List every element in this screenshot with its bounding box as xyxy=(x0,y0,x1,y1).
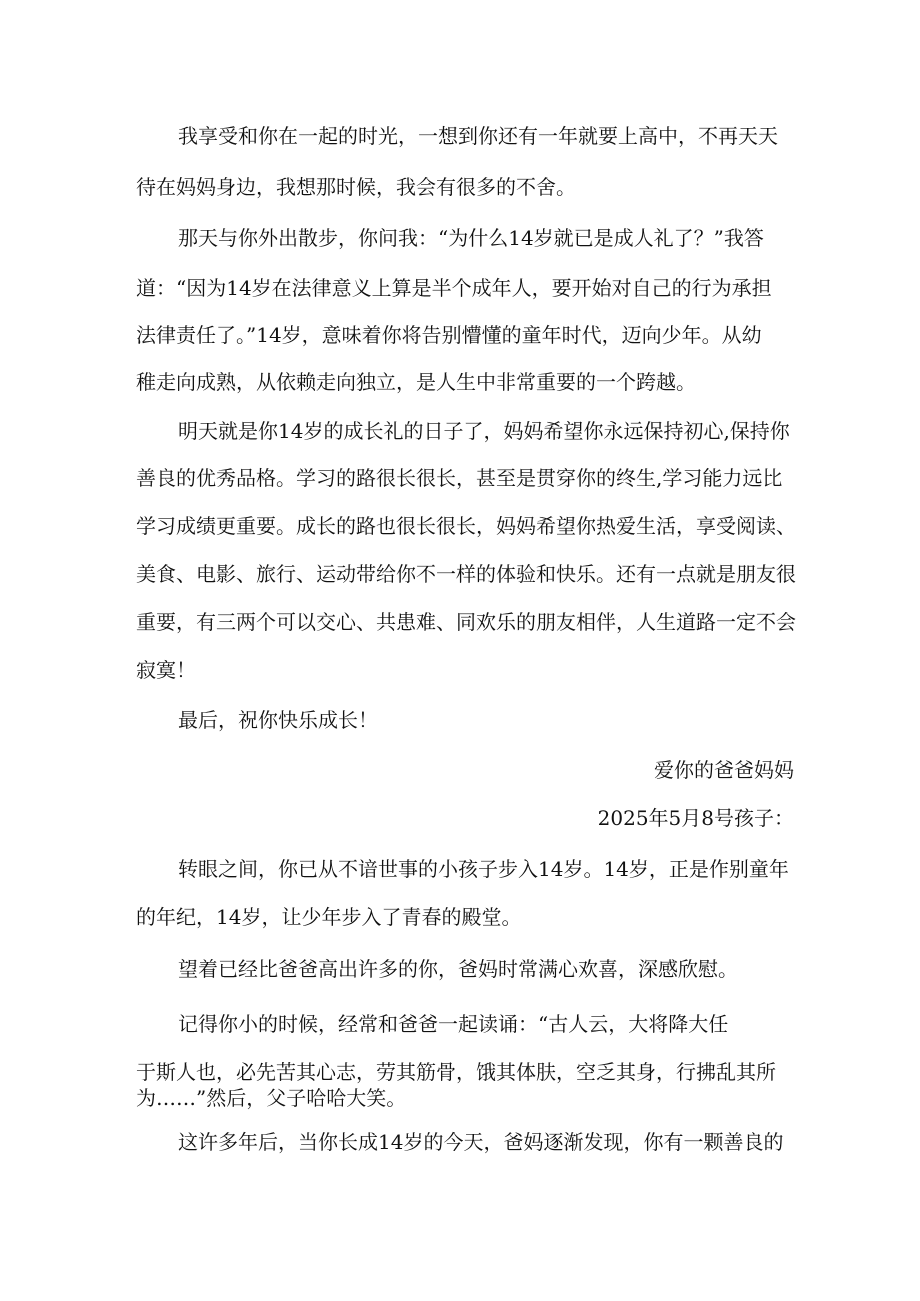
paragraph-3-line-2: 善良的优秀品格。学习的路很长很长，甚至是贯穿你的终生,学习能力远比 xyxy=(136,466,783,490)
paragraph-2-line-1: 那天与你外出散步，你问我：“为什么14岁就已是成人礼了？”我答 xyxy=(178,226,764,250)
paragraph-3-line-6: 寂寞！ xyxy=(136,658,196,682)
paragraph-6-line-3: 为……”然后，父子哈哈大笑。 xyxy=(136,1086,407,1110)
paragraph-3-line-3: 学习成绩更重要。成长的路也很长很长，妈妈希望你热爱生活，享受阅读、 xyxy=(136,514,796,538)
paragraph-4-line-2: 的年纪，14岁，让少年步入了青春的殿堂。 xyxy=(136,905,522,929)
paragraph-1-line-1: 我享受和你在一起的时光，一想到你还有一年就要上高中，不再天天 xyxy=(178,124,778,148)
paragraph-6-line-2: 于斯人也，必先苦其心志，劳其筋骨，饿其体肤，空乏其身，行拂乱其所 xyxy=(136,1060,776,1084)
closing-wish: 最后，祝你快乐成长！ xyxy=(178,708,378,732)
paragraph-1-line-2: 待在妈妈身边，我想那时候，我会有很多的不舍。 xyxy=(136,175,576,199)
signature: 爱你的爸爸妈妈 xyxy=(654,758,794,782)
paragraph-2-line-2: 道：“因为14岁在法律意义上算是半个成年人，要开始对自己的行为承担 xyxy=(136,276,772,300)
paragraph-6-line-1: 记得你小的时候，经常和爸爸一起读诵：“古人云，大将降大任 xyxy=(178,1012,729,1036)
paragraph-4-line-1: 转眼之间，你已从不谙世事的小孩子步入14岁。14岁，正是作别童年 xyxy=(178,857,789,881)
paragraph-7-line-1: 这许多年后，当你长成14岁的今天，爸妈逐渐发现，你有一颗善良的 xyxy=(178,1130,784,1154)
paragraph-5-line-1: 望着已经比爸爸高出许多的你，爸妈时常满心欢喜，深感欣慰。 xyxy=(178,957,738,981)
paragraph-3-line-4: 美食、电影、旅行、运动带给你不一样的体验和快乐。还有一点就是朋友很 xyxy=(136,562,796,586)
paragraph-3-line-5: 重要，有三两个可以交心、共患难、同欢乐的朋友相伴，人生道路一定不会 xyxy=(136,610,796,634)
paragraph-3-line-1: 明天就是你14岁的成长礼的日子了，妈妈希望你永远保持初心,保持你 xyxy=(178,419,790,443)
paragraph-2-line-4: 稚走向成熟，从依赖走向独立，是人生中非常重要的一个跨越。 xyxy=(136,370,696,394)
paragraph-2-line-3: 法律责任了。”14岁，意味着你将告别懵懂的童年时代，迈向少年。从幼 xyxy=(136,323,762,347)
date-and-salutation: 2025年5月8号孩子： xyxy=(597,806,794,830)
